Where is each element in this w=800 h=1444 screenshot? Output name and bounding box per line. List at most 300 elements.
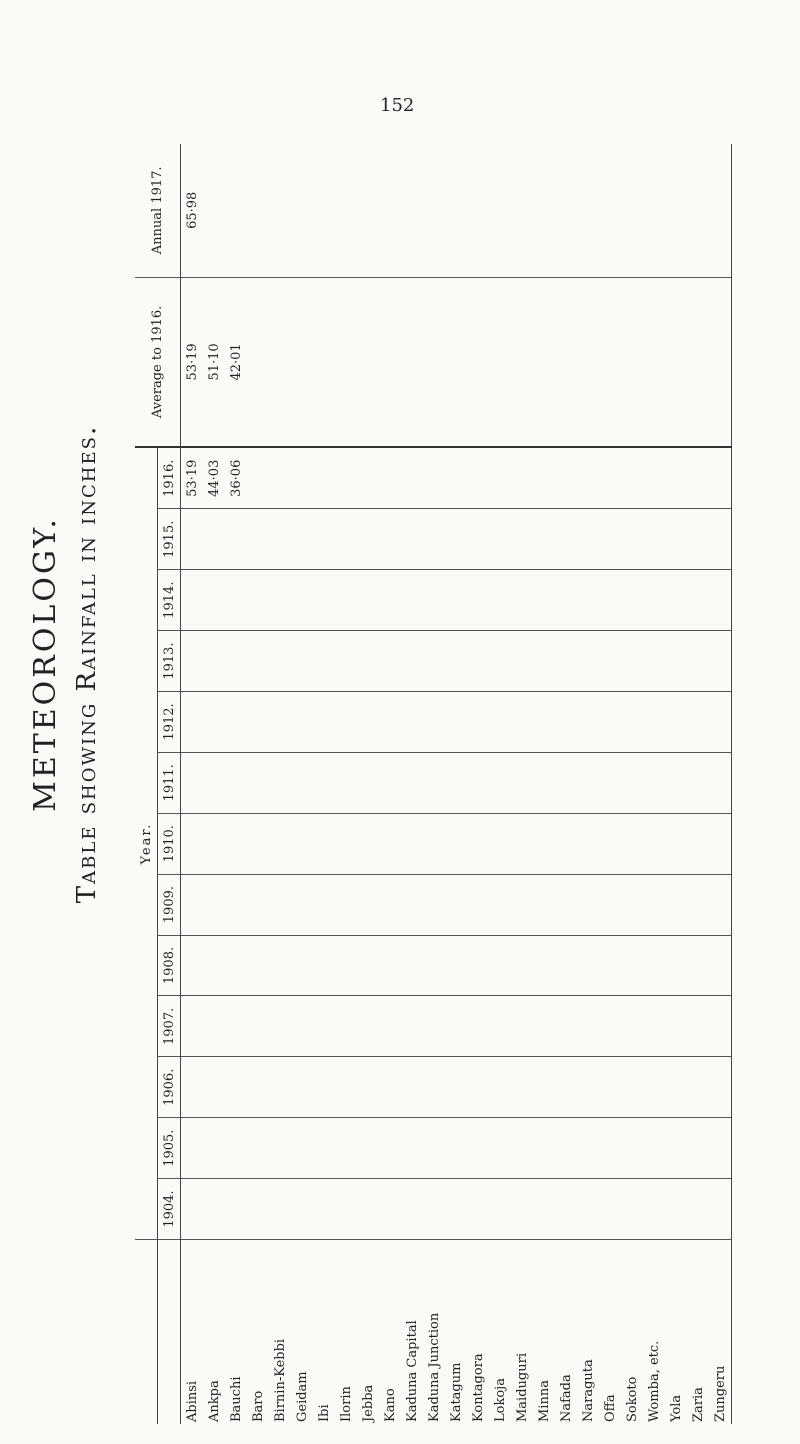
rainfall-cell (423, 509, 445, 570)
rainfall-cell (665, 631, 687, 692)
station-name: Ibi (316, 1404, 332, 1422)
rainfall-cell (445, 874, 467, 935)
rainfall-cell (379, 631, 401, 692)
rainfall-cell (511, 935, 533, 996)
rainfall-cell (555, 570, 577, 631)
rainfall-cell (247, 1118, 269, 1179)
station-name: Zaria (690, 1387, 706, 1422)
page-number: 152 (380, 95, 415, 116)
rainfall-cell (203, 813, 225, 874)
average-cell (643, 277, 665, 447)
rainfall-cell (709, 1179, 732, 1240)
rainfall-cell (401, 570, 423, 631)
rainfall-cell (335, 996, 357, 1057)
rainfall-cell (665, 996, 687, 1057)
rainfall-cell (489, 1057, 511, 1118)
rainfall-cell (599, 1057, 621, 1118)
average-cell (357, 277, 379, 447)
rainfall-cell (313, 874, 335, 935)
rainfall-cell (269, 509, 291, 570)
rainfall-cell (577, 935, 599, 996)
rainfall-cell (489, 631, 511, 692)
average-cell (401, 277, 423, 447)
rainfall-cell (643, 874, 665, 935)
rainfall-cell (467, 509, 489, 570)
year-column-header: 1907. (158, 996, 181, 1057)
rainfall-cell (379, 874, 401, 935)
table-row (533, 144, 555, 1424)
rainfall-cell (291, 509, 313, 570)
rainfall-cell (357, 1118, 379, 1179)
rainfall-cell (643, 570, 665, 631)
station-name: Kontagora (470, 1353, 486, 1422)
station-name: Bauchi (228, 1376, 244, 1422)
rainfall-cell (357, 631, 379, 692)
rainfall-cell (687, 874, 709, 935)
annual-cell (313, 144, 335, 277)
rainfall-cell (379, 935, 401, 996)
rainfall-cell (599, 996, 621, 1057)
rainfall-cell (247, 509, 269, 570)
rainfall-cell (599, 1118, 621, 1179)
rainfall-cell (291, 447, 313, 509)
year-column-header: 1905. (158, 1118, 181, 1179)
annual-cell (577, 144, 599, 277)
rainfall-cell (203, 1118, 225, 1179)
rainfall-cell (555, 813, 577, 874)
rainfall-cell (687, 570, 709, 631)
rainfall-cell: 36·06 (225, 447, 247, 509)
rainfall-cell (577, 570, 599, 631)
rainfall-cell (687, 935, 709, 996)
year-column-header: 1912. (158, 691, 181, 752)
rainfall-cell (247, 874, 269, 935)
rainfall-cell (291, 570, 313, 631)
annual-cell (401, 144, 423, 277)
rainfall-table (135, 144, 732, 1424)
station-name: Maiduguri (514, 1353, 530, 1422)
rainfall-cell (511, 447, 533, 509)
rainfall-cell (489, 447, 511, 509)
annual-cell (709, 144, 732, 277)
rainfall-cell (533, 691, 555, 752)
station-name: Kaduna Capital (404, 1320, 420, 1422)
station-name: Offa (602, 1394, 618, 1422)
rainfall-cell: 44·03 (203, 447, 225, 509)
rainfall-cell (533, 1179, 555, 1240)
annual-cell (533, 144, 555, 277)
rainfall-cell (225, 570, 247, 631)
year-column-header: 1914. (158, 570, 181, 631)
rainfall-cell (423, 874, 445, 935)
rainfall-cell (357, 1179, 379, 1240)
rainfall-cell (621, 1179, 643, 1240)
rainfall-cell (313, 1118, 335, 1179)
average-cell (577, 277, 599, 447)
rainfall-cell (247, 1057, 269, 1118)
rainfall-cell (313, 1057, 335, 1118)
rainfall-cell (291, 1057, 313, 1118)
average-cell (511, 277, 533, 447)
rainfall-cell (357, 813, 379, 874)
rainfall-cell (599, 631, 621, 692)
rainfall-cell (401, 874, 423, 935)
annual-cell (665, 144, 687, 277)
rainfall-cell (621, 631, 643, 692)
rainfall-cell (511, 1057, 533, 1118)
rainfall-cell (225, 509, 247, 570)
table-row (269, 144, 291, 1424)
rainfall-cell (555, 1057, 577, 1118)
rainfall-cell (665, 570, 687, 631)
rainfall-cell (665, 813, 687, 874)
table-row (643, 144, 665, 1424)
average-cell (533, 277, 555, 447)
rainfall-cell (643, 996, 665, 1057)
rainfall-cell (445, 996, 467, 1057)
rainfall-cell (247, 935, 269, 996)
annual-column-header: Annual 1917. (135, 144, 181, 277)
rainfall-cell (665, 1118, 687, 1179)
rainfall-cell (401, 935, 423, 996)
rainfall-cell (621, 1057, 643, 1118)
rainfall-cell (225, 935, 247, 996)
rainfall-cell (379, 813, 401, 874)
rainfall-cell (489, 509, 511, 570)
rainfall-cell (621, 935, 643, 996)
rainfall-cell (269, 752, 291, 813)
station-name: Zungeru (709, 1240, 732, 1425)
rainfall-cell (511, 752, 533, 813)
rainfall-cell (379, 1057, 401, 1118)
rainfall-cell (467, 813, 489, 874)
rainfall-cell (401, 813, 423, 874)
rainfall-cell: 53·19 (181, 447, 204, 509)
table-title: Table showing Rainfall in inches. (72, 424, 102, 904)
rainfall-cell (577, 691, 599, 752)
rainfall-cell (335, 631, 357, 692)
rainfall-cell (357, 1057, 379, 1118)
rainfall-cell (203, 874, 225, 935)
rainfall-cell (577, 447, 599, 509)
average-cell (291, 277, 313, 447)
annual-cell (621, 144, 643, 277)
rainfall-cell (379, 1118, 401, 1179)
rainfall-cell (687, 691, 709, 752)
rainfall-cell (181, 813, 204, 874)
rainfall-cell (489, 1179, 511, 1240)
rainfall-cell (687, 509, 709, 570)
section-title: METEOROLOGY. (28, 516, 63, 812)
average-cell (709, 277, 732, 447)
rainfall-cell (555, 631, 577, 692)
rainfall-cell (467, 752, 489, 813)
rainfall-cell (181, 935, 204, 996)
station-name: Yola (668, 1394, 684, 1422)
rainfall-cell (687, 996, 709, 1057)
annual-cell (599, 144, 621, 277)
rainfall-cell (225, 752, 247, 813)
rainfall-cell (181, 1179, 204, 1240)
rainfall-cell (665, 691, 687, 752)
rainfall-cell (379, 752, 401, 813)
rainfall-cell (599, 813, 621, 874)
rainfall-cell (577, 1118, 599, 1179)
rainfall-cell (489, 1118, 511, 1179)
rainfall-cell (533, 752, 555, 813)
rainfall-cell (379, 447, 401, 509)
rainfall-cell (203, 570, 225, 631)
year-header: Year. (135, 447, 158, 1239)
rainfall-cell (665, 509, 687, 570)
rainfall-cell (643, 1118, 665, 1179)
rainfall-cell (423, 570, 445, 631)
rainfall-cell (181, 691, 204, 752)
station-subheader (158, 1240, 181, 1425)
rainfall-cell (225, 1118, 247, 1179)
rainfall-cell (335, 509, 357, 570)
rainfall-cell (313, 996, 335, 1057)
rainfall-cell (555, 874, 577, 935)
rainfall-cell (643, 752, 665, 813)
rainfall-cell (335, 935, 357, 996)
table-row (709, 144, 732, 1424)
rainfall-cell (225, 631, 247, 692)
rainfall-cell (357, 447, 379, 509)
rainfall-cell (401, 447, 423, 509)
average-cell (599, 277, 621, 447)
station-name: Womba, etc. (646, 1340, 662, 1422)
rainfall-cell (423, 691, 445, 752)
rainfall-cell (313, 813, 335, 874)
rainfall-cell (445, 1057, 467, 1118)
rainfall-cell (203, 631, 225, 692)
table-row (489, 144, 511, 1424)
rainfall-cell (511, 813, 533, 874)
rainfall-cell (401, 691, 423, 752)
rainfall-cell (621, 996, 643, 1057)
rainfall-cell (577, 509, 599, 570)
rainfall-cell (379, 1179, 401, 1240)
rainfall-cell (181, 570, 204, 631)
station-name: Baro (250, 1390, 266, 1422)
rainfall-cell (269, 935, 291, 996)
rainfall-cell (203, 509, 225, 570)
station-name: Geidam (294, 1371, 310, 1422)
annual-cell (643, 144, 665, 277)
rainfall-cell (423, 1179, 445, 1240)
rainfall-cell (203, 935, 225, 996)
rainfall-cell (291, 813, 313, 874)
rainfall-cell (489, 874, 511, 935)
rainfall-cell (467, 631, 489, 692)
rainfall-cell (225, 874, 247, 935)
rainfall-cell (511, 996, 533, 1057)
rainfall-cell (577, 996, 599, 1057)
rainfall-cell (335, 1057, 357, 1118)
rainfall-cell (203, 1179, 225, 1240)
station-name: Katagum (448, 1362, 464, 1422)
year-column-header: 1911. (158, 752, 181, 813)
rainfall-cell (643, 1179, 665, 1240)
rainfall-cell (489, 691, 511, 752)
rainfall-cell (401, 631, 423, 692)
rainfall-cell (335, 691, 357, 752)
rainfall-cell (687, 1118, 709, 1179)
average-cell (467, 277, 489, 447)
rainfall-cell (599, 752, 621, 813)
station-name: Birnin-Kebbi (272, 1338, 288, 1422)
average-cell (379, 277, 401, 447)
rainfall-cell (445, 631, 467, 692)
rainfall-cell (357, 935, 379, 996)
year-column-header: 1910. (158, 813, 181, 874)
rainfall-cell (445, 752, 467, 813)
rainfall-cell (269, 447, 291, 509)
annual-cell (467, 144, 489, 277)
annual-cell (357, 144, 379, 277)
rainfall-cell (577, 874, 599, 935)
rainfall-cell (357, 509, 379, 570)
rainfall-cell (225, 813, 247, 874)
annual-cell (247, 144, 269, 277)
rainfall-cell (533, 631, 555, 692)
rainfall-cell (489, 570, 511, 631)
rainfall-cell (291, 996, 313, 1057)
rainfall-cell (577, 813, 599, 874)
rainfall-cell (247, 813, 269, 874)
rainfall-cell (665, 752, 687, 813)
rainfall-cell (467, 935, 489, 996)
rainfall-cell (599, 509, 621, 570)
rainfall-cell (709, 509, 732, 570)
annual-cell (203, 144, 225, 277)
rainfall-cell (379, 996, 401, 1057)
average-cell (445, 277, 467, 447)
rainfall-cell (357, 996, 379, 1057)
table-row (511, 144, 533, 1424)
rainfall-cell (621, 874, 643, 935)
year-column-header: 1904. (158, 1179, 181, 1240)
rainfall-cell (467, 570, 489, 631)
table-row (467, 144, 489, 1424)
rainfall-cell (621, 1118, 643, 1179)
rainfall-cell (533, 874, 555, 935)
rainfall-cell (489, 813, 511, 874)
rainfall-cell (467, 691, 489, 752)
table-row (291, 144, 313, 1424)
rainfall-cell (423, 447, 445, 509)
year-column-header: 1913. (158, 631, 181, 692)
rainfall-cell (533, 996, 555, 1057)
rainfall-cell (423, 1057, 445, 1118)
rainfall-cell (269, 996, 291, 1057)
rainfall-cell (599, 935, 621, 996)
annual-cell (423, 144, 445, 277)
rainfall-cell (313, 691, 335, 752)
rainfall-cell (533, 935, 555, 996)
rainfall-cell (643, 631, 665, 692)
rainfall-cell (401, 1057, 423, 1118)
rainfall-cell (181, 1118, 204, 1179)
rainfall-cell (423, 935, 445, 996)
average-cell: 42·01 (225, 277, 247, 447)
rainfall-cell (269, 1057, 291, 1118)
rainfall-cell (423, 1118, 445, 1179)
station-name: Lokoja (492, 1378, 508, 1422)
average-cell (687, 277, 709, 447)
table-row (621, 144, 643, 1424)
rainfall-cell (467, 874, 489, 935)
rainfall-cell (709, 752, 732, 813)
rainfall-cell (533, 447, 555, 509)
rainfall-cell (445, 447, 467, 509)
rainfall-cell (665, 1057, 687, 1118)
annual-cell (225, 144, 247, 277)
rainfall-cell (357, 691, 379, 752)
rainfall-cell (203, 996, 225, 1057)
station-name: Ankpa (206, 1380, 222, 1422)
rainfall-cell (577, 631, 599, 692)
rainfall-cell (203, 1057, 225, 1118)
rainfall-cell (401, 996, 423, 1057)
rainfall-cell (511, 631, 533, 692)
rainfall-cell (687, 752, 709, 813)
rainfall-cell (621, 447, 643, 509)
year-column-header: 1915. (158, 509, 181, 570)
rainfall-cell (269, 1118, 291, 1179)
rainfall-cell (709, 1057, 732, 1118)
rainfall-cell (401, 752, 423, 813)
rainfall-cell (709, 874, 732, 935)
annual-cell (511, 144, 533, 277)
average-cell (269, 277, 291, 447)
rainfall-cell (269, 570, 291, 631)
rainfall-cell (335, 1118, 357, 1179)
rainfall-cell (445, 1179, 467, 1240)
rainfall-cell (379, 570, 401, 631)
annual-cell (555, 144, 577, 277)
rainfall-cell (555, 935, 577, 996)
rainfall-cell (687, 813, 709, 874)
rainfall-cell (555, 447, 577, 509)
rainfall-cell (467, 1118, 489, 1179)
rainfall-cell (599, 447, 621, 509)
table-row (423, 144, 445, 1424)
rainfall-cell (423, 813, 445, 874)
rainfall-cell (269, 874, 291, 935)
rainfall-cell (203, 691, 225, 752)
average-cell (665, 277, 687, 447)
station-name: Minna (536, 1380, 552, 1422)
rainfall-cell (313, 570, 335, 631)
rainfall-cell (291, 691, 313, 752)
rainfall-cell (401, 1179, 423, 1240)
rainfall-cell (379, 509, 401, 570)
rainfall-cell (643, 447, 665, 509)
rainfall-cell (709, 691, 732, 752)
table-row (665, 144, 687, 1424)
average-cell (313, 277, 335, 447)
station-name: Jebba (360, 1384, 376, 1422)
rainfall-cell (621, 691, 643, 752)
rainfall-cell (621, 570, 643, 631)
rainfall-cell (423, 752, 445, 813)
rainfall-cell (269, 631, 291, 692)
rainfall-cell (225, 996, 247, 1057)
rainfall-cell (665, 1179, 687, 1240)
year-column-header: 1916. (158, 447, 181, 509)
